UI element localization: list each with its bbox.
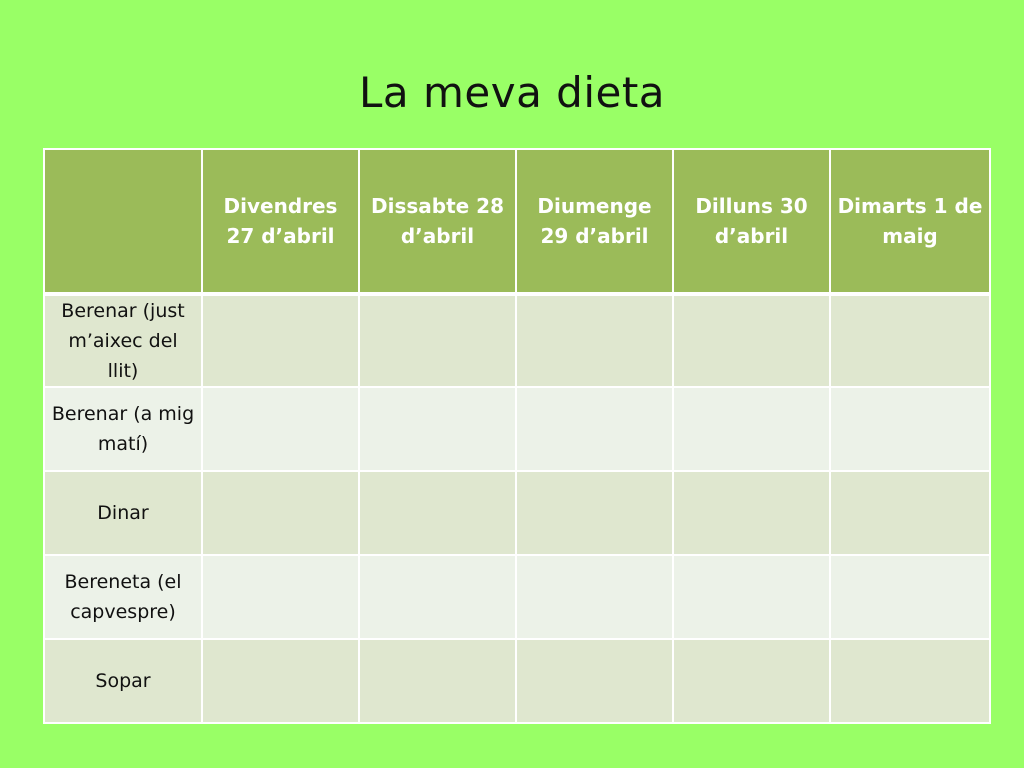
table-cell[interactable] [359, 387, 516, 471]
table-row [44, 555, 990, 639]
table-cell[interactable] [359, 639, 516, 723]
column-header: Dissabte 28 d’abril [359, 149, 516, 294]
table-cell[interactable] [516, 555, 673, 639]
table-cell[interactable] [830, 555, 990, 639]
column-header: Dilluns 30 d’abril [673, 149, 830, 294]
table-cell[interactable] [673, 294, 830, 387]
table-cell[interactable] [202, 471, 359, 555]
table-header-row [44, 149, 990, 294]
table-cell[interactable] [202, 639, 359, 723]
table-cell[interactable] [830, 471, 990, 555]
row-label: Berenar (a mig matí) [44, 387, 202, 471]
table-row [44, 294, 990, 387]
table-row [44, 639, 990, 723]
table-cell[interactable] [830, 387, 990, 471]
table-cell[interactable] [673, 387, 830, 471]
table-cell[interactable] [516, 387, 673, 471]
table-cell[interactable] [830, 639, 990, 723]
table-cell[interactable] [202, 387, 359, 471]
table-cell[interactable] [359, 555, 516, 639]
slide-title: La meva dieta [358, 68, 666, 117]
table-cell[interactable] [202, 555, 359, 639]
table-cell[interactable] [673, 555, 830, 639]
table-cell[interactable] [359, 294, 516, 387]
table-cell[interactable] [516, 639, 673, 723]
row-label: Sopar [44, 639, 202, 723]
table-cell[interactable] [516, 294, 673, 387]
table-row [44, 471, 990, 555]
row-label: Berenar (just m’aixec del llit) [44, 294, 202, 387]
row-label: Dinar [44, 471, 202, 555]
table-cell[interactable] [830, 294, 990, 387]
table-cell[interactable] [516, 471, 673, 555]
table-cell[interactable] [359, 471, 516, 555]
table-cell[interactable] [202, 294, 359, 387]
table-cell[interactable] [673, 639, 830, 723]
column-header: Dimarts 1 de maig [830, 149, 990, 294]
column-header: Divendres 27 d’abril [202, 149, 359, 294]
row-label: Bereneta (el capvespre) [44, 555, 202, 639]
column-header: Diumenge 29 d’abril [516, 149, 673, 294]
table-cell[interactable] [673, 471, 830, 555]
diet-table [43, 148, 991, 724]
table-corner-cell [44, 149, 202, 294]
table-row [44, 387, 990, 471]
